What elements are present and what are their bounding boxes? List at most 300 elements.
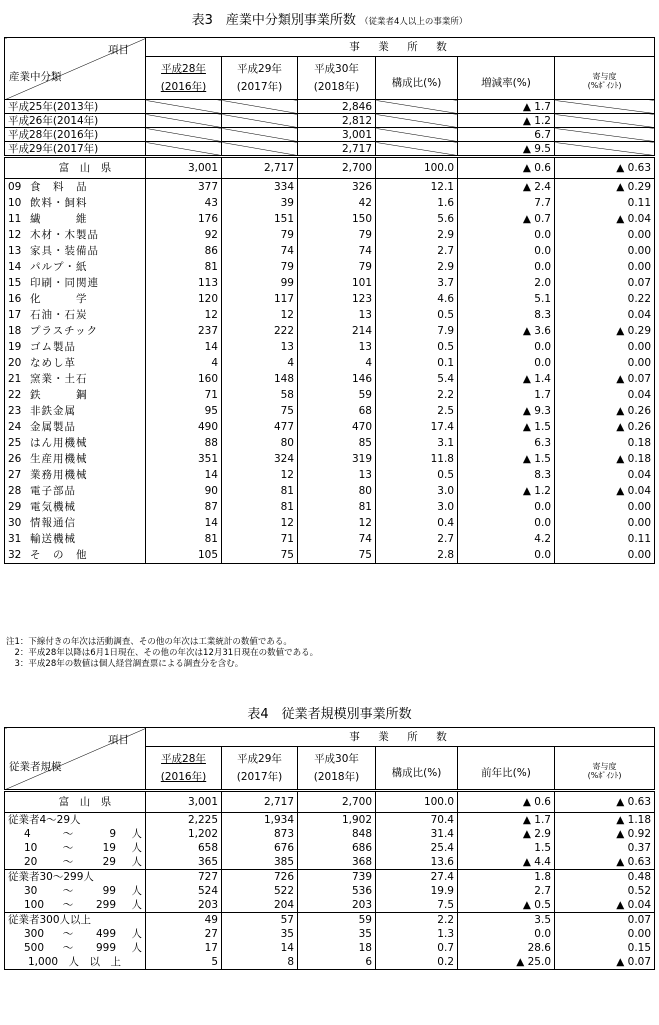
row-label (5, 275, 146, 291)
industry-name: 飲料・飼料 (30, 197, 88, 209)
cell-contrib: ▲ 0.04 (555, 898, 655, 913)
cell-share: 100.0 (376, 157, 458, 179)
cell-change: 0.0 (458, 547, 555, 564)
industry-code: 31 (8, 533, 22, 545)
cell-contrib: ▲ 1.18 (555, 813, 655, 828)
cell-v2016: 90 (146, 483, 222, 499)
size-to: 999 (95, 942, 116, 954)
cell-v2016: 14 (146, 515, 222, 531)
cell-contrib: ▲ 0.07 (555, 955, 655, 970)
table-row (5, 841, 655, 855)
cell-v2017: 57 (222, 913, 298, 928)
cell-v2018: 319 (298, 451, 376, 467)
industry-label (8, 437, 142, 449)
cell-share: 13.6 (376, 855, 458, 870)
history-change: ▲ 1.7 (458, 100, 555, 114)
history-blank (222, 142, 298, 157)
history-label: 平成29年(2017年) (5, 142, 146, 157)
row-label: 従業者300人以上 (5, 913, 146, 928)
industry-name: プラスチック (30, 325, 99, 337)
industry-label (8, 485, 142, 497)
cell-v2016: 237 (146, 323, 222, 339)
industry-label (8, 517, 142, 529)
industry-name: 金属製品 (30, 421, 76, 433)
table-row (5, 913, 655, 928)
table-row (5, 211, 655, 227)
cell-contrib: 0.07 (555, 913, 655, 928)
industry-code: 24 (8, 421, 22, 433)
industry-code: 28 (8, 485, 22, 497)
industry-name: 家具・装備品 (30, 245, 99, 257)
table-row (5, 941, 655, 955)
cell-share: 2.8 (376, 547, 458, 564)
cell-share: 3.1 (376, 435, 458, 451)
header-row (5, 728, 655, 747)
table-row (5, 515, 655, 531)
table-row (5, 813, 655, 828)
industry-label (8, 469, 142, 481)
header-2016-b: (2016年) (160, 81, 207, 93)
cell-share: 1.6 (376, 195, 458, 211)
row-label (5, 403, 146, 419)
header-item-label: 項目 (108, 44, 129, 56)
row-label (5, 827, 146, 841)
history-blank (376, 100, 458, 114)
cell-contrib: ▲ 0.29 (555, 179, 655, 196)
industry-label (8, 325, 142, 337)
table-row (5, 275, 655, 291)
cell-share: 100.0 (376, 791, 458, 813)
cell-v2017: 13 (222, 339, 298, 355)
cell-contrib: 0.04 (555, 307, 655, 323)
cell-share: 7.5 (376, 898, 458, 913)
industry-label (8, 181, 142, 193)
header-contrib (555, 57, 655, 100)
cell-v2017: 334 (222, 179, 298, 196)
row-label (5, 259, 146, 275)
row-label (5, 227, 146, 243)
size-range (8, 885, 142, 897)
table-row (5, 307, 655, 323)
table4-title-text: 表4 従業者規模別事業所数 (247, 707, 412, 722)
header-2017-a: 平成29年 (237, 63, 282, 75)
cell-share: 2.2 (376, 387, 458, 403)
cell-change: ▲ 1.2 (458, 483, 555, 499)
header-share: 構成比(%) (376, 747, 458, 791)
cell-contrib: 0.04 (555, 467, 655, 483)
cell-v2016: 658 (146, 841, 222, 855)
cell-share: 0.5 (376, 307, 458, 323)
history-v2018: 2,846 (298, 100, 376, 114)
row-label (5, 157, 146, 179)
header-2017 (222, 57, 298, 100)
industry-name: 印刷・同関連 (30, 277, 99, 289)
cell-v2018: 2,700 (298, 157, 376, 179)
row-label (5, 467, 146, 483)
table4 (4, 727, 655, 970)
table-row (5, 927, 655, 941)
cell-contrib: 0.00 (555, 515, 655, 531)
table-row (5, 403, 655, 419)
table4-title (0, 703, 659, 722)
table3 (4, 37, 655, 564)
size-unit: 人 (131, 885, 142, 897)
industry-label (8, 229, 142, 241)
row-label (5, 195, 146, 211)
row-label (5, 211, 146, 227)
table-row (5, 898, 655, 913)
industry-label (8, 245, 142, 257)
history-blank (376, 128, 458, 142)
cell-v2016: 87 (146, 499, 222, 515)
cell-share: 2.9 (376, 259, 458, 275)
table-row (5, 355, 655, 371)
total-label: 富 山 県 (58, 796, 112, 808)
cell-contrib: 0.11 (555, 531, 655, 547)
row-label (5, 387, 146, 403)
cell-v2017: 99 (222, 275, 298, 291)
history-blank (222, 114, 298, 128)
cell-v2018: 326 (298, 179, 376, 196)
cell-change: 0.0 (458, 243, 555, 259)
cell-v2017: 80 (222, 435, 298, 451)
cell-v2018: 123 (298, 291, 376, 307)
row-label (5, 941, 146, 955)
cell-contrib: 0.52 (555, 884, 655, 898)
history-change: ▲ 1.2 (458, 114, 555, 128)
industry-name: パルプ・紙 (30, 261, 88, 273)
history-row (5, 114, 655, 128)
cell-v2017: 222 (222, 323, 298, 339)
cell-share: 2.7 (376, 243, 458, 259)
cell-v2017: 726 (222, 870, 298, 885)
cell-contrib: 0.00 (555, 355, 655, 371)
table-row (5, 467, 655, 483)
table-row (5, 547, 655, 564)
cell-v2016: 95 (146, 403, 222, 419)
history-label: 平成26年(2014年) (5, 114, 146, 128)
history-blank (555, 142, 655, 157)
header-2018 (298, 57, 376, 100)
cell-change: 0.0 (458, 515, 555, 531)
cell-v2016: 92 (146, 227, 222, 243)
cell-v2017: 12 (222, 515, 298, 531)
cell-v2016: 17 (146, 941, 222, 955)
cell-v2018: 12 (298, 515, 376, 531)
cell-contrib: 0.00 (555, 499, 655, 515)
industry-code: 19 (8, 341, 22, 353)
size-from: 300 (24, 928, 45, 940)
cell-v2018: 13 (298, 307, 376, 323)
note-line: 3：平成28年の数値は個人経営調査票による調査分を含む。 (6, 659, 244, 669)
cell-v2016: 524 (146, 884, 222, 898)
cell-change: ▲ 2.4 (458, 179, 555, 196)
row-label (5, 927, 146, 941)
cell-v2017: 117 (222, 291, 298, 307)
industry-code: 18 (8, 325, 22, 337)
size-unit: 人 (131, 899, 142, 911)
size-range (8, 856, 142, 868)
industry-code: 20 (8, 357, 22, 369)
row-label (5, 323, 146, 339)
header-contrib-a: 寄与度 (592, 762, 617, 771)
size-unit: 人 (131, 928, 142, 940)
cell-v2017: 151 (222, 211, 298, 227)
cell-v2018: 6 (298, 955, 376, 970)
size-to: 499 (95, 928, 116, 940)
cell-change: 0.0 (458, 227, 555, 243)
cell-share: 12.1 (376, 179, 458, 196)
industry-code: 32 (8, 549, 22, 561)
cell-v2018: 85 (298, 435, 376, 451)
cell-change: ▲ 0.6 (458, 791, 555, 813)
cell-v2016: 113 (146, 275, 222, 291)
header-2018-a: 平成30年 (314, 63, 359, 75)
history-row (5, 100, 655, 114)
cell-v2016: 490 (146, 419, 222, 435)
cell-v2017: 79 (222, 227, 298, 243)
cell-v2018: 81 (298, 499, 376, 515)
cell-v2018: 848 (298, 827, 376, 841)
cell-change: ▲ 0.7 (458, 211, 555, 227)
industry-label (8, 213, 142, 225)
cell-v2017: 81 (222, 483, 298, 499)
cell-change: ▲ 0.5 (458, 898, 555, 913)
row-label (5, 515, 146, 531)
header-2016 (146, 57, 222, 100)
row-label: 従業者4～29人 (5, 813, 146, 828)
cell-change: 6.3 (458, 435, 555, 451)
history-change: 6.7 (458, 128, 555, 142)
cell-v2017: 8 (222, 955, 298, 970)
industry-label (8, 341, 142, 353)
table-row (5, 259, 655, 275)
cell-v2016: 43 (146, 195, 222, 211)
cell-v2018: 80 (298, 483, 376, 499)
table3-notes (6, 637, 318, 670)
size-range (8, 842, 142, 854)
cell-v2016: 14 (146, 339, 222, 355)
row-label (5, 547, 146, 564)
cell-v2018: 79 (298, 227, 376, 243)
industry-name: 木材・木製品 (30, 229, 99, 241)
cell-change: 2.0 (458, 275, 555, 291)
row-label (5, 531, 146, 547)
cell-contrib: 0.22 (555, 291, 655, 307)
industry-name: なめし革 (30, 357, 76, 369)
cell-contrib: 0.00 (555, 259, 655, 275)
table-row (5, 855, 655, 870)
history-blank (555, 100, 655, 114)
industry-code: 15 (8, 277, 22, 289)
cell-v2017: 204 (222, 898, 298, 913)
row-label (5, 884, 146, 898)
cell-contrib: ▲ 0.04 (555, 211, 655, 227)
row-label (5, 307, 146, 323)
industry-name: 非鉄金属 (30, 405, 76, 417)
table-row (5, 955, 655, 970)
header-row-label: 産業中分類 (9, 71, 62, 83)
row-label (5, 435, 146, 451)
cell-contrib: ▲ 0.92 (555, 827, 655, 841)
cell-contrib: 0.11 (555, 195, 655, 211)
cell-contrib: 0.00 (555, 227, 655, 243)
cell-v2018: 368 (298, 855, 376, 870)
cell-v2016: 351 (146, 451, 222, 467)
cell-v2016: 12 (146, 307, 222, 323)
note-line: 注1：下線付きの年次は活動調査、その他の年次は工業統計の数値である。 (6, 637, 292, 647)
industry-name: 情報通信 (30, 517, 76, 529)
table-row (5, 435, 655, 451)
cell-contrib: ▲ 0.26 (555, 419, 655, 435)
cell-change: ▲ 2.9 (458, 827, 555, 841)
header-row (5, 38, 655, 57)
row-label (5, 419, 146, 435)
history-label: 平成25年(2013年) (5, 100, 146, 114)
size-unit: 人 (131, 828, 142, 840)
note-line: 2：平成28年以降は6月1日現在、その他の年次は12月31日現在の数値である。 (6, 648, 319, 658)
cell-contrib: 0.00 (555, 243, 655, 259)
cell-v2016: 71 (146, 387, 222, 403)
row-label (5, 339, 146, 355)
industry-label (8, 309, 142, 321)
cell-change: ▲ 1.7 (458, 813, 555, 828)
cell-contrib: ▲ 0.26 (555, 403, 655, 419)
cell-share: 7.9 (376, 323, 458, 339)
row-label (5, 371, 146, 387)
size-from: 100 (24, 899, 45, 911)
cell-v2018: 42 (298, 195, 376, 211)
row-label (5, 855, 146, 870)
industry-label (8, 405, 142, 417)
header-corner (5, 728, 146, 791)
cell-v2017: 873 (222, 827, 298, 841)
industry-code: 09 (8, 181, 22, 193)
cell-change: ▲ 1.5 (458, 451, 555, 467)
cell-v2018: 203 (298, 898, 376, 913)
header-2016-b: (2016年) (160, 771, 207, 783)
cell-change: ▲ 25.0 (458, 955, 555, 970)
cell-v2017: 75 (222, 547, 298, 564)
industry-label (8, 549, 142, 561)
cell-v2017: 12 (222, 467, 298, 483)
table3-title-note: （従業者4人以上の事業所） (360, 17, 468, 27)
cell-share: 4.6 (376, 291, 458, 307)
cell-contrib: ▲ 0.18 (555, 451, 655, 467)
header-row-label: 従業者規模 (9, 761, 62, 773)
industry-code: 16 (8, 293, 22, 305)
cell-v2017: 522 (222, 884, 298, 898)
industry-name: 電子部品 (30, 485, 76, 497)
size-sep: ～ (62, 842, 74, 854)
table-row (5, 884, 655, 898)
cell-share: 5.4 (376, 371, 458, 387)
history-blank (146, 128, 222, 142)
size-range (8, 928, 142, 940)
industry-code: 22 (8, 389, 22, 401)
header-2016 (146, 747, 222, 791)
cell-v2016: 120 (146, 291, 222, 307)
industry-label (8, 357, 142, 369)
size-sep: ～ (62, 942, 74, 954)
history-change: ▲ 9.5 (458, 142, 555, 157)
cell-v2016: 176 (146, 211, 222, 227)
cell-v2017: 14 (222, 941, 298, 955)
cell-contrib: ▲ 0.63 (555, 157, 655, 179)
industry-code: 13 (8, 245, 22, 257)
size-range (8, 828, 142, 840)
cell-v2016: 203 (146, 898, 222, 913)
cell-share: 11.8 (376, 451, 458, 467)
industry-code: 30 (8, 517, 22, 529)
cell-share: 2.5 (376, 403, 458, 419)
cell-change: 8.3 (458, 467, 555, 483)
cell-v2016: 14 (146, 467, 222, 483)
cell-change: ▲ 0.6 (458, 157, 555, 179)
cell-share: 0.7 (376, 941, 458, 955)
industry-name: 食 料 品 (30, 181, 88, 193)
history-blank (376, 142, 458, 157)
header-2017 (222, 747, 298, 791)
industry-code: 27 (8, 469, 22, 481)
industry-label (8, 533, 142, 545)
table-row (5, 791, 655, 813)
cell-share: 3.7 (376, 275, 458, 291)
cell-change: 1.7 (458, 387, 555, 403)
size-to: 9 (109, 828, 116, 840)
header-change: 前年比(%) (458, 747, 555, 791)
header-corner (5, 38, 146, 100)
cell-v2017: 12 (222, 307, 298, 323)
cell-change: 0.0 (458, 339, 555, 355)
cell-v2018: 2,700 (298, 791, 376, 813)
cell-v2018: 59 (298, 913, 376, 928)
history-v2018: 3,001 (298, 128, 376, 142)
cell-v2018: 470 (298, 419, 376, 435)
industry-label (8, 373, 142, 385)
header-2017-b: (2017年) (236, 81, 283, 93)
cell-v2017: 4 (222, 355, 298, 371)
size-unit: 人 (131, 942, 142, 954)
header-2018-b: (2018年) (313, 81, 360, 93)
table-row (5, 371, 655, 387)
cell-v2016: 3,001 (146, 157, 222, 179)
history-label: 平成28年(2016年) (5, 128, 146, 142)
cell-change: ▲ 1.5 (458, 419, 555, 435)
history-blank (146, 100, 222, 114)
cell-change: 0.0 (458, 927, 555, 941)
cell-contrib: 0.04 (555, 387, 655, 403)
cell-share: 0.5 (376, 467, 458, 483)
header-contrib-b: (%ﾎﾟｲﾝﾄ) (587, 771, 622, 780)
size-range: 1,000 人 以 上 (28, 956, 122, 968)
history-blank (146, 142, 222, 157)
header-2018-a: 平成30年 (314, 753, 359, 765)
table-row (5, 291, 655, 307)
industry-name: 窯業・土石 (30, 373, 88, 385)
industry-code: 23 (8, 405, 22, 417)
industry-code: 11 (8, 213, 22, 225)
size-to: 99 (102, 885, 116, 897)
cell-contrib: ▲ 0.29 (555, 323, 655, 339)
industry-name: 電気機械 (30, 501, 76, 513)
cell-v2017: 385 (222, 855, 298, 870)
industry-name: そ の 他 (30, 549, 88, 561)
row-label (5, 451, 146, 467)
row-label (5, 355, 146, 371)
cell-v2016: 2,225 (146, 813, 222, 828)
history-blank (222, 100, 298, 114)
